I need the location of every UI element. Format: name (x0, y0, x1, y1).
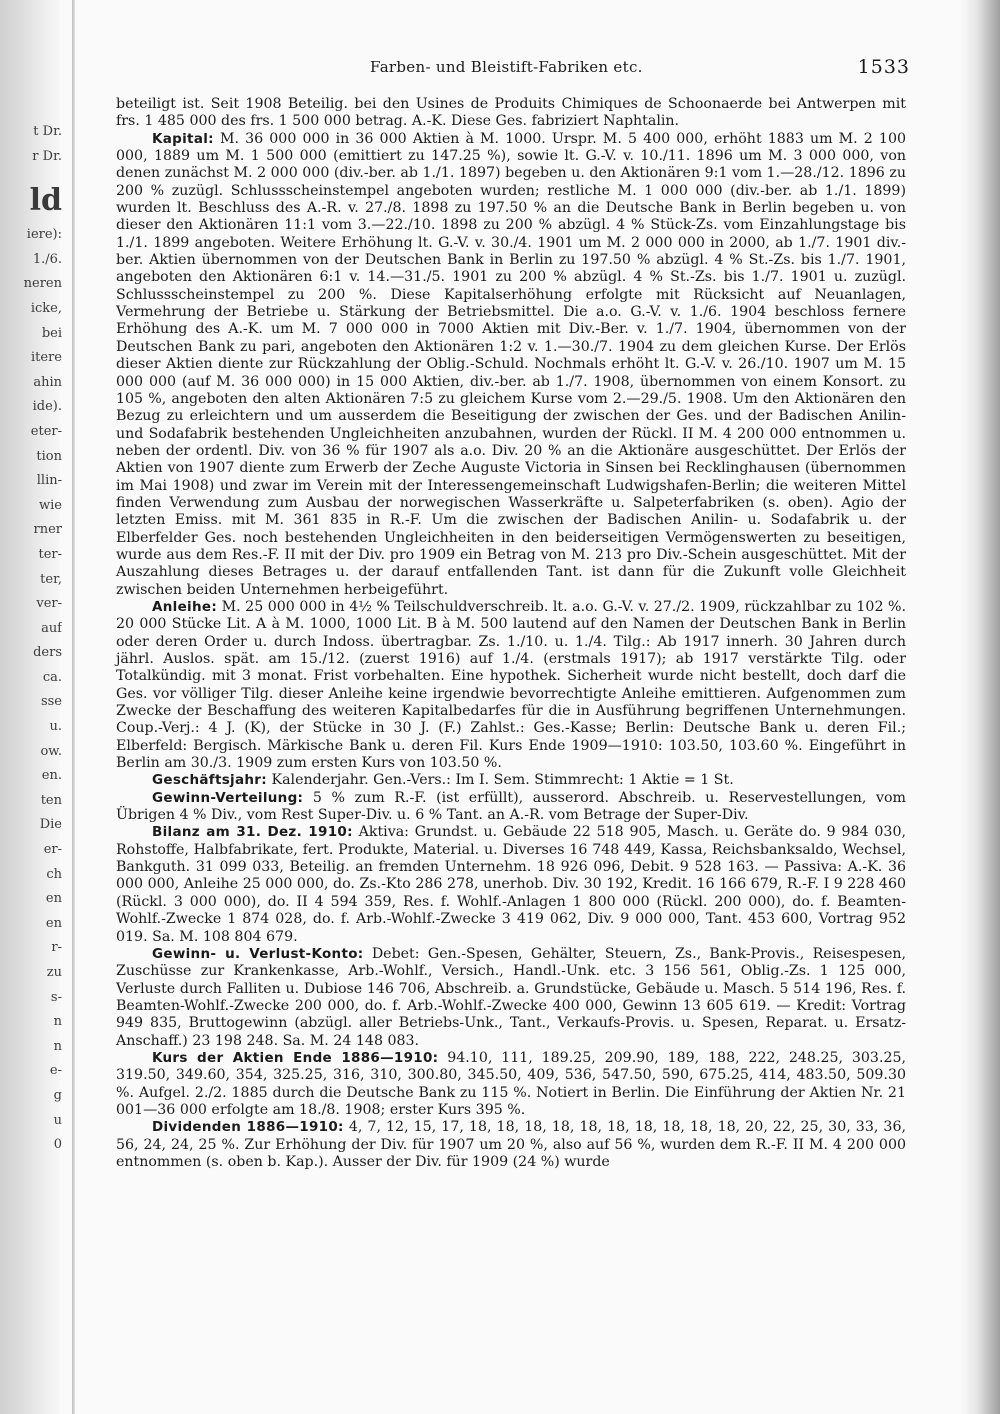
right-page-shadow (960, 0, 1000, 1414)
previous-page-fragment: 0 (53, 1137, 62, 1153)
previous-page-fragment: ide). (32, 399, 62, 415)
previous-page-fragment: ter, (40, 571, 62, 587)
paragraph-text: M. 36 000 000 in 36 000 Aktien à M. 1000. Urspr. M. 5 400 000, erhöht 1883 um M. 2 100 000, 1889 um M. 1 500 000 (emittiert zu 147.25 %), sowie lt. G.-V. v. 10./11. 1896 um M. 3 000 000, von denen zunächst M. 2 000 000 (div.-ber. ab 1./1. 1897) begeben u. den Aktionären 9:1 vom 1.—28./12. 1896 zu 200 % zuzügl. Schlussscheinstempel angeboten wurden; restliche M. 1 000 000 (div.-ber. ab 1./1. 1899) wurden lt. Beschluss des A.-R. v. 27./8. 1898 zu 197.50 % an die Deutsche Bank in Berlin begeben u. von dieser den Aktionären 11:1 vom 3.—22./10. 1898 zu 200 % abzügl. 4 % Stück-Zs. vom Einzahlungstage bis 1./1. 1899 angeboten. Weitere Erhöhung lt. G.-V. v. 30./4. 1901 um M. 2 000 000 in 2000, ab 1./7. 1901 div.-ber. Aktien übernommen von der Deutschen Bank in Berlin zu 197.50 % abzügl. 4 % St.-Zs. bis 1./7. 1901, angeboten den Aktionären 6:1 v. 14.—31./5. 1901 zu 200 % abzügl. 4 % St.-Zs. bis 1./7. 1901 u. zuzügl. Schlussscheinstempel zu 200 %. Diese Kapitalserhöhung erfolgte mit Rücksicht auf Neuanlagen, Vermehrung der Betriebe u. Stärkung der Betriebsmittel. Die a.o. G.-V. v. 1./6. 1904 beschloss fernere Erhöhung des A.-K. um M. 7 000 000 in 7000 Aktien mit Div.-Ber. v. 1./7. 1904, übernommen von der Deutschen Bank zu pari, angeboten den Aktionären 1:2 v. 1.—30./7. 1904 zu dem gleichen Kurse. Der Erlös dieser Aktien diente zur Rückzahlung der Oblig.-Schuld. Nochmals erhöht lt. G.-V. v. 26./10. 1907 um M. 15 000 000 (auf M. 36 000 000) in 15 000 Aktien, div.-ber. ab 1./7. 1908, übernommen von einem Konsort. zu 105 %, angeboten den alten Aktionären 7:5 zu gleichem Kurse vom 2.—29./5. 1908. Um den Aktionären den Bezug zu erleichtern und um ausserdem die Beseitigung der zwischen der Ges. und der Badischen Anilin- und Sodafabrik bestehenden Ungleichheiten anzubahnen, wurden der Rückl. II M. 4 200 000 entnommen u. neben der ordentl. Div. von 36 % für 1907 als a.o. Div. 20 % an die Aktionäre ausgeschüttet. Der Erlös der Aktien von 1907 diente zum Erwerb der Zeche Auguste Victoria in Sinsen bei Recklinghausen (übernommen im Mai 1908) und zwar im Verein mit der Interessengemeinschaft Ludwigshafen-Berlin; die weiteren Mittel finden Verwendung zum Ausbau der norwegischen Wasserkräfte u. Salpeterfabriken (s. oben). Agio der letzten Emiss. mit M. 361 835 in R.-F. Um die zwischen der Badischen Anilin- u. Sodafabrik u. der Elberfelder Ges. noch bestehenden Ungleichheiten in den beiderseitigen Vermögenswerten zu beseitigen, wurde aus dem Res.-F. II mit der Div. pro 1909 ein Betrag von M. 213 pro Div.-Schein ausgeschüttet. Mit der Auszahlung dieses Betrages u. der darauf entfallenden Tant. ist dann für die Zukunft volle Gleichheit zwischen beiden Unternehmen herbeigeführt. (116, 130, 906, 598)
paragraph-kapital (116, 131, 906, 599)
previous-page-fragment: zu (46, 965, 62, 980)
paragraph-gewinn-verlust (116, 946, 906, 1050)
paragraph-text: 5 % zum R.-F. (ist erfüllt), ausserord. Abschreib. u. Reservestellungen, vom Übrigen 4 % Div., vom Rest Super-Div. u. 6 % Tant. an A.-R. vom Betrage der Super-Div. (116, 789, 907, 824)
paragraph-bilanz (116, 824, 906, 945)
paragraph-anleihe (116, 599, 906, 772)
previous-page-fragment: ahin (33, 374, 62, 390)
paragraph-text: 4, 7, 12, 15, 17, 18, 18, 18, 18, 18, 18, 18, 18, 18, 18, 20, 22, 25, 30, 33, 36, 56, 24, 24, 25 %. Zur Erhöhung der Div. für 1907 um 20 %, also auf 56 %, wurden dem R.-F. II M. 4 200 000 entnommen (s. oben b. Kap.). Ausser der Div. für 1909 (24 %) wurde (116, 1119, 906, 1170)
section-label: Bilanz am 31. Dez. 1910: (152, 824, 353, 841)
paragraph-text: Aktiva: Grundst. u. Gebäude 22 518 905, Masch. u. Geräte do. 9 984 030, Rohstoffe, Halbfabrikate, fert. Produkte, Material. u. Diverses 16 748 449, Kassa, Reichsbanksaldo, Wechsel, Bankguth. 31 099 033, Beteilig. an fremden Unternehm. 18 926 096, Debit. 9 528 163. — Passiva: A.-K. 36 000 000, Anleihe 25 000 000, do. Zs.-Kto 286 278, unerhob. Div. 30 192, Kredit. 16 166 679, R.-F. I 9 228 460 (Rückl. 3 000 000), do. II 4 594 359, Res. f. Wohlf.-Anlagen 1 800 000 (Rückl. 200 000), do. f. Beamten-Wohlf.-Zwecke 1 874 028, do. f. Arb.-Wohlf.-Zwecke 3 419 062, Div. 9 000 000, Tant. 453 600, Vortrag 952 019. Sa. M. 108 804 679. (116, 824, 906, 945)
running-title: Farben- und Bleistift-Fabriken etc. (370, 58, 643, 76)
section-label: Anleihe: (152, 598, 218, 615)
previous-page-fragment: eter- (30, 423, 62, 439)
paragraph-text: M. 25 000 000 in 4½ % Teilschuldverschreib. lt. a.o. G.-V. v. 27./2. 1909, rückzahlbar zu 102 %. 20 000 Stücke Lit. A à M. 1000, 1000 Lit. B à M. 500 lautend auf den Namen der Deutschen Bank in Berlin oder deren Order u. durch Indoss. übertragbar. Zs. 1./10. u. 1./4. Tilg.: Ab 1917 innerh. 30 Jahren durch jährl. Auslos. spät. am 15./12. (zuerst 1916) auf 1./4. (erstmals 1917); ab 1917 verstärkte Tilg. oder Totalkündig. mit 3 monat. Frist vorbehalten. Eine hypothek. Sicherheit wurde nicht bestellt, doch darf die Ges. vor völliger Tilg. dieser Anleihe keine irgendwie bevorrechtigte Anleihe emittieren. Aufgenommen zum Zwecke der Beschaffung des weiteren Kapitalbedarfes für die in Ausführung begriffenen Unternehmungen. Coup.-Verj.: 4 J. (K), der Stücke in 30 J. (F.) Zahlst.: Ges.-Kasse; Berlin: Deutsche Bank u. deren Fil.; Elberfeld: Bergisch. Märkische Bank u. deren Fil. Kurs Ende 1909—1910: 103.50, 103.60 %. Eingeführt in Berlin am 30./3. 1909 zum ersten Kurs von 103.50 %. (116, 598, 907, 772)
previous-page-fragment: ver- (36, 596, 62, 612)
previous-page-fragment: en. (41, 768, 62, 784)
previous-page-fragment: t Dr. (33, 124, 62, 139)
previous-page-fragment: icke, (30, 300, 62, 316)
previous-page-fragment: r Dr. (32, 148, 62, 164)
previous-page-fragment: g (53, 1087, 62, 1103)
previous-page-fragment: ter- (38, 546, 62, 562)
paragraph-text: 94.10, 111, 189.25, 209.90, 189, 188, 222, 248.25, 303.25, 319.50, 349.60, 354, 325.25, 316, 310, 300.80, 345.50, 409, 536, 547.50, 590, 675.25, 414, 483.50, 509.30 %. Aufgel. 2./2. 1885 durch die Deutsche Bank zu 115 %. Notiert in Berlin. Die Einführung der Aktien Nr. 21 001—36 000 erfolgte am 18./8. 1908; erster Kurs 395 %. (116, 1049, 907, 1118)
paragraph-text: Kalenderjahr. Gen.-Vers.: Im I. Sem. Stimmrecht: 1 Aktie = 1 St. (271, 772, 734, 789)
previous-page-fragment: u. (49, 719, 62, 735)
previous-page-fragment: s- (50, 989, 62, 1005)
section-label: Geschäftsjahr: (152, 772, 267, 789)
previous-page-fragment: itere (31, 350, 62, 366)
paragraph-dividenden (116, 1119, 906, 1171)
previous-page-fragment: u (53, 1112, 62, 1128)
previous-page-fragment: ders (33, 645, 62, 661)
section-label: Kurs der Aktien Ende 1886—1910: (152, 1049, 439, 1066)
previous-page-fragment: iere): (26, 227, 62, 243)
paragraph-geschaeftsjahr (116, 772, 906, 789)
previous-page-fragment: en (45, 915, 62, 931)
previous-page-fragment: auf (41, 620, 62, 636)
previous-page-fragment: ca. (42, 669, 62, 685)
previous-page-fragment: rner (33, 522, 62, 538)
paragraph-text: Debet: Gen.-Spesen, Gehälter, Steuern, Zs., Bank-Provis., Reisespesen, Zuschüsse zur Krankenkasse, Arb.-Wohlf., Versich., Handl.-Unk. etc. 3 156 561, Oblig.-Zs. 1 125 000, Verluste durch Falliten u. Dubiose 146 706, Abschreib. a. Grundstücke, Gebäude u. Masch. 5 514 196, Res. f. Beamten-Wohlf.-Zwecke 200 000, do. f. Arb.-Wohlf.-Zwecke 400 000, Gewinn 13 605 619. — Kredit: Vortrag 949 835, Bruttogewinn (abzügl. aller Betriebs-Unk., Tant., Verkaufs-Provis. u. Spesen, Reparat. u. Ersatz-Anschaff.) 23 198 248. Sa. M. 24 148 083. (116, 945, 906, 1049)
page-number: 1533 (857, 56, 910, 78)
section-label: Kapital: (152, 130, 214, 147)
book-gutter (72, 0, 75, 1414)
page-body (116, 96, 906, 1171)
previous-page-fragment: ow. (40, 743, 62, 759)
section-label: Gewinn- u. Verlust-Konto: (152, 945, 364, 962)
paragraph-text: beteiligt ist. Seit 1908 Beteilig. bei den Usines de Produits Chimiques de Schoonaerde bei Antwerpen mit frs. 1 485 000 des frs. 1 500 000 betrag. A.-K. Diese Ges. fabriziert Naphtalin. (116, 96, 906, 130)
previous-page-fragment: neren (23, 276, 62, 292)
previous-page-fragment: bei (41, 325, 62, 341)
previous-page-fragment: sse (40, 694, 62, 710)
previous-page-fragment: er- (43, 842, 62, 858)
previous-page-fragment: r- (51, 940, 62, 956)
previous-page-fragment: 1./6. (32, 251, 62, 267)
page-header (110, 58, 910, 86)
previous-page-fragment: ld (29, 183, 62, 219)
previous-page-fragment: e- (49, 1063, 62, 1079)
paragraph-kurs (116, 1050, 906, 1119)
previous-page-fragment: llin- (36, 473, 62, 489)
section-label: Dividenden 1886—1910: (152, 1119, 344, 1136)
previous-page-fragment: n (53, 1038, 62, 1054)
previous-page-fragment: tion (36, 448, 62, 464)
previous-page-fragments (0, 120, 62, 1158)
previous-page-fragment: en (45, 891, 62, 907)
previous-page-fragment: Die (39, 817, 62, 833)
previous-page-fragment: ch (46, 866, 62, 882)
previous-page-fragment: n (53, 1014, 62, 1030)
paragraph-gewinn-verteilung (116, 790, 906, 825)
previous-page-fragment: wie (39, 497, 62, 513)
section-label: Gewinn-Verteilung: (152, 789, 304, 806)
paragraph-intro (116, 96, 906, 131)
previous-page-fragment: ten (40, 792, 62, 808)
